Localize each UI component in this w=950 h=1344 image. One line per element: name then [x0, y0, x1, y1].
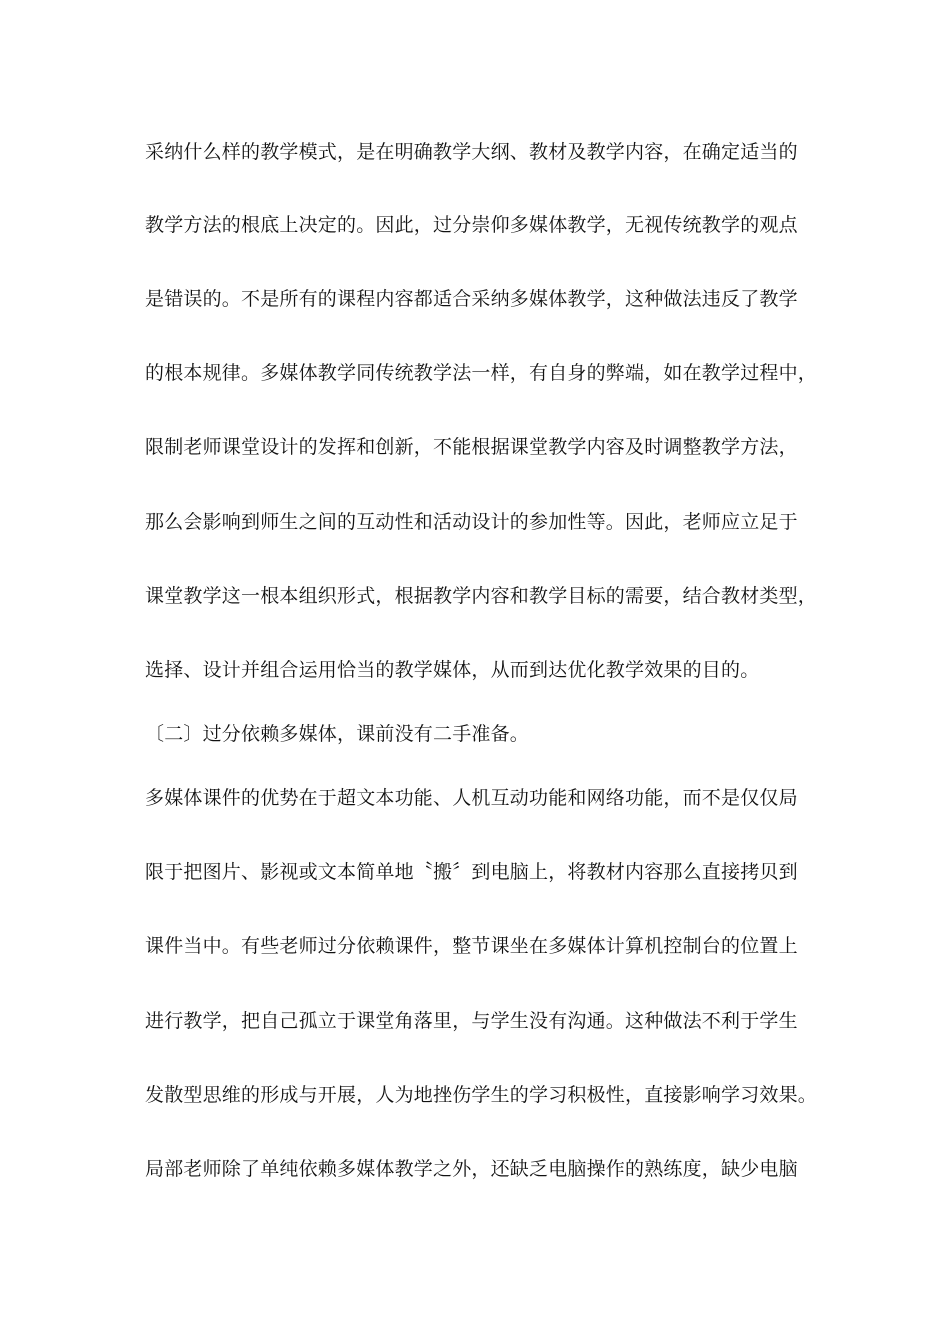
- paragraph-line: 课件当中。有些老师过分依赖课件，整节课坐在多媒体计算机控制台的位置上: [145, 935, 798, 957]
- paragraph-line: 课堂教学这一根本组织形式，根据教学内容和教学目标的需要，结合教材类型，: [145, 585, 818, 607]
- paragraph-line: 限制老师课堂设计的发挥和创新，不能根据课堂教学内容及时调整教学方法，: [145, 436, 798, 458]
- paragraph-line: 教学方法的根底上决定的。因此，过分崇仰多媒体教学，无视传统教学的观点: [145, 214, 798, 236]
- paragraph-line: 选择、设计并组合运用恰当的教学媒体，从而到达优化教学效果的目的。: [145, 659, 760, 681]
- paragraph-line: 那么会影响到师生之间的互动性和活动设计的参加性等。因此，老师应立足于: [145, 511, 798, 533]
- paragraph-line: 采纳什么样的教学模式，是在明确教学大纲、教材及教学内容，在确定适当的: [145, 141, 798, 163]
- paragraph-line: 局部老师除了单纯依赖多媒体教学之外，还缺乏电脑操作的熟练度，缺少电脑: [145, 1158, 798, 1180]
- paragraph-line: 多媒体课件的优势在于超文本功能、人机互动功能和网络功能，而不是仅仅局: [145, 787, 798, 809]
- paragraph-line: 限于把图片、影视或文本简单地〝搬〞到电脑上，将教材内容那么直接拷贝到: [145, 861, 798, 883]
- section-heading: 〔二〕过分依赖多媒体，课前没有二手准备。: [145, 723, 530, 745]
- paragraph-line: 的根本规律。多媒体教学同传统教学法一样，有自身的弊端，如在教学过程中，: [145, 362, 818, 384]
- paragraph-line: 进行教学，把自己孤立于课堂角落里，与学生没有沟通。这种做法不利于学生: [145, 1010, 798, 1032]
- paragraph-line: 是错误的。不是所有的课程内容都适合采纳多媒体教学，这种做法违反了教学: [145, 288, 798, 310]
- paragraph-line: 发散型思维的形成与开展，人为地挫伤学生的学习积极性，直接影响学习效果。: [145, 1084, 818, 1106]
